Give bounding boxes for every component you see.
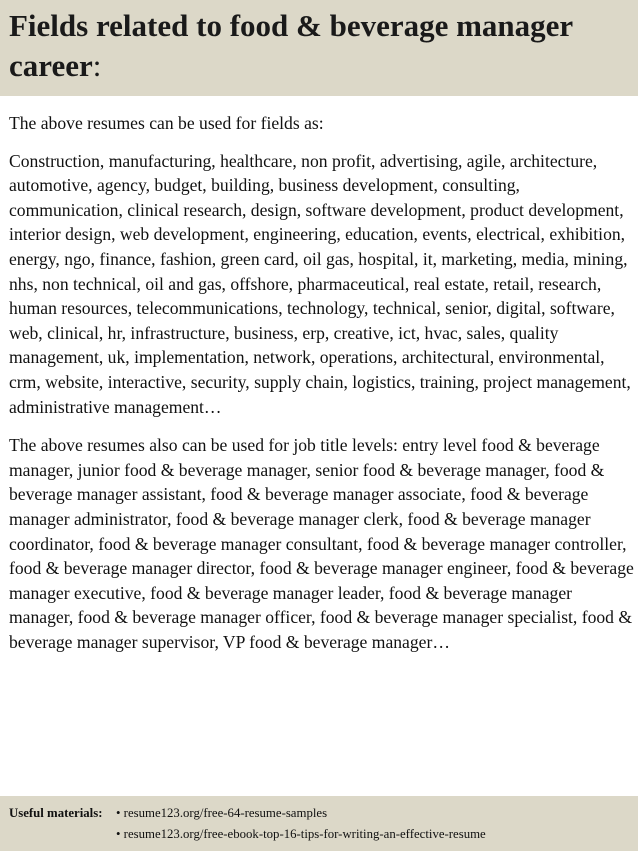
footer xyxy=(0,796,638,851)
useful-material-link-resume-samples: • resume123.org/free-64-resume-samples xyxy=(116,806,328,820)
title-band xyxy=(0,0,638,96)
page-title-colon: : xyxy=(92,48,102,83)
useful-material-link-ebook: • resume123.org/free-ebook-top-16-tips-for-writing-an-effective-resume xyxy=(116,827,486,841)
content xyxy=(9,96,635,654)
page-title xyxy=(9,6,629,86)
job-levels-paragraph: The above resumes also can be used for job title levels: entry level food & beverage manager, junior food & beverage manager, senior food & beverage manager, food & beverage manager assistant, food & beverage manager associate, food & beverage manager administrator, food & beverage manager clerk, food & beverage manager coordinator, food & beverage manager consultant, food & beverage manager controller, food & beverage manager director, food & beverage manager engineer, food & beverage manager executive, food & beverage manager leader, food & beverage manager manager, food & beverage manager officer, food & beverage manager specialist, food & beverage manager supervisor, VP food & beverage manager… xyxy=(9,435,634,652)
page-title-main: Fields related to food & beverage manager career xyxy=(9,8,573,83)
fields-paragraph: Construction, manufacturing, healthcare, non profit, advertising, agile, architecture, automotive, agency, budget, building, business development, consulting, communication, clinical research, design, software development, product development, interior design, web development, engineering, education, events, electrical, exhibition, energy, ngo, finance, fashion, green card, oil gas, hospital, it, marketing, media, mining, nhs, non technical, oil and gas, offshore, pharmaceutical, real estate, retail, research, human resources, telecommunications, technology, technical, senior, digital, software, web, clinical, hr, infrastructure, business, erp, creative, ict, hvac, sales, quality management, uk, implementation, network, operations, architectural, environmental, crm, website, interactive, security, supply chain, logistics, training, project management, administrative management… xyxy=(9,150,631,417)
useful-materials-label: Useful materials: xyxy=(9,806,103,820)
intro-text: The above resumes can be used for fields as: xyxy=(9,113,324,133)
